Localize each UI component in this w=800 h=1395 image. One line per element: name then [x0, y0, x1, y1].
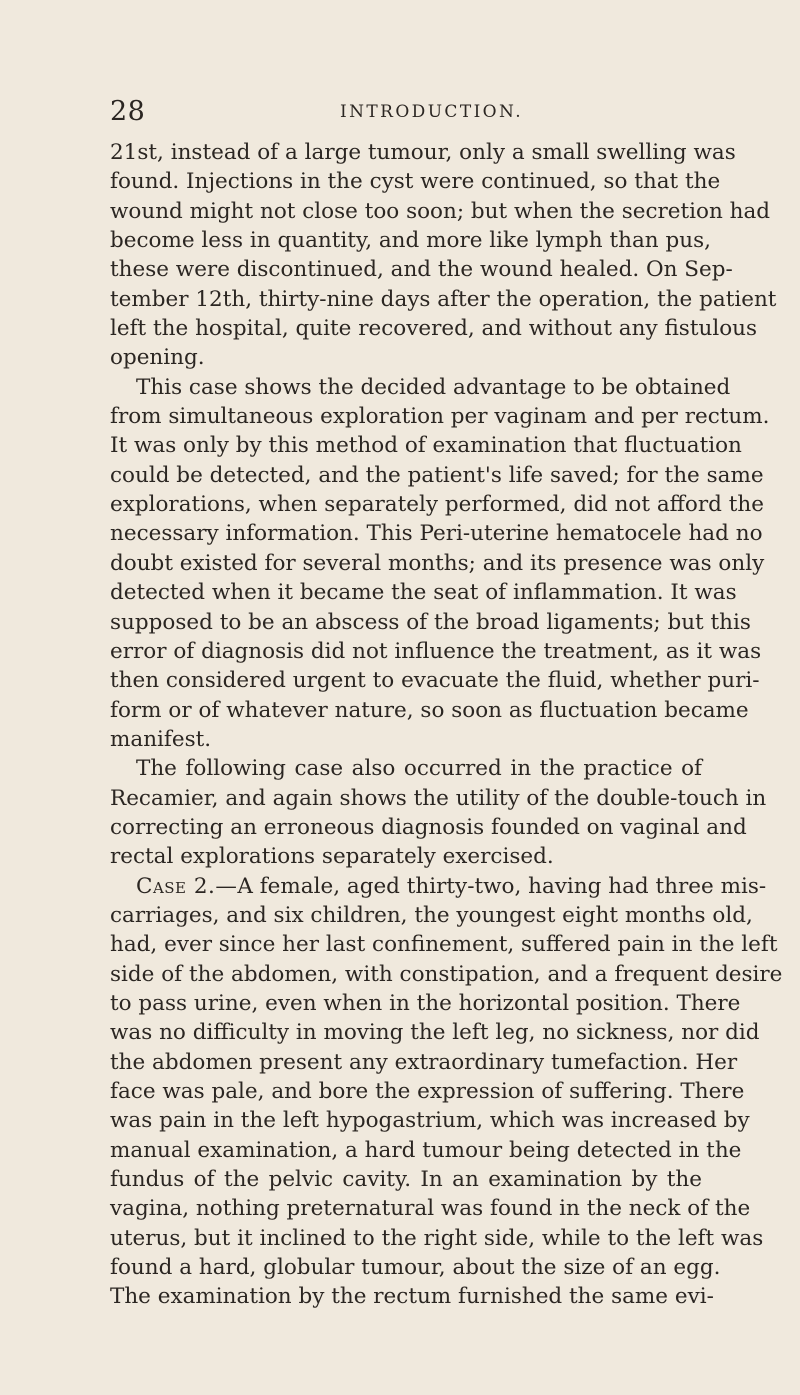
- text-line: these were discontinued, and the wound healed. On Sep-: [110, 257, 733, 283]
- paragraph-start: This case shows the decided advantage to be obtained: [136, 374, 731, 400]
- text-line: wound might not close too soon; but when the secretion had: [110, 198, 771, 224]
- text-line: A female, aged thirty-two, having had three mis-: [237, 873, 767, 899]
- text-line: opening.: [110, 345, 205, 371]
- text-line: the abdomen present any extraordinary tumefaction. Her: [110, 1049, 738, 1075]
- text-line: vagina, nothing preternatural was found in the neck of the: [110, 1196, 751, 1222]
- text-line: manual examination, a hard tumour being detected in the: [110, 1137, 742, 1163]
- text-line: could be detected, and the patient's life saved; for the same: [110, 462, 764, 488]
- text-line: fundus of the pelvic cavity. In an examination by the: [110, 1167, 702, 1193]
- text-line: carriages, and six children, the youngest eight months old,: [110, 902, 753, 928]
- running-title: INTRODUCTION.: [340, 102, 524, 122]
- text-line: was pain in the left hypogastrium, which was increased by: [110, 1108, 750, 1134]
- text-line: supposed to be an abscess of the broad ligaments; but this: [110, 609, 751, 635]
- text-line: found a hard, globular tumour, about the size of an egg.: [110, 1255, 721, 1281]
- text-line: rectal explorations separately exercised.: [110, 844, 554, 870]
- text-line: necessary information. This Peri-uterine hematocele had no: [110, 521, 763, 547]
- body-text: [110, 138, 783, 1312]
- text-line: left the hospital, quite recovered, and without any fistulous: [110, 316, 758, 342]
- text-line: 21st, instead of a large tumour, only a small swelling was: [110, 140, 736, 165]
- page-number: 28: [110, 96, 146, 127]
- text-line: The examination by the rectum furnished the same evi-: [110, 1284, 714, 1310]
- text-line: found. Injections in the cyst were continued, so that the: [110, 169, 721, 195]
- text-line: then considered urgent to evacuate the fluid, whether puri-: [110, 668, 760, 694]
- text-line: face was pale, and bore the expression of suffering. There: [110, 1079, 745, 1104]
- text-line: doubt existed for several months; and its presence was only: [110, 550, 765, 576]
- text-line: uterus, but it inclined to the right side, while to the left was: [110, 1225, 764, 1251]
- text-line: was no difficulty in moving the left leg, no sickness, nor did: [110, 1020, 760, 1046]
- text-line: side of the abdomen, with constipation, and a frequent desire: [110, 961, 783, 987]
- text-line: explorations, when separately performed, did not afford the: [110, 492, 764, 518]
- paragraph-start: The following case also occurred in the practice of: [136, 756, 702, 782]
- text-line: from simultaneous exploration per vaginam and per rectum.: [110, 404, 770, 430]
- text-line: Recamier, and again shows the utility of the double-touch in: [110, 785, 767, 811]
- text-line: error of diagnosis did not influence the treatment, as it was: [110, 638, 762, 664]
- text-line: become less in quantity, and more like lymph than pus,: [110, 228, 711, 254]
- case-label: Case 2.—: [136, 873, 238, 899]
- page-header: [110, 94, 690, 130]
- text-line: detected when it became the seat of inflammation. It was: [110, 580, 737, 606]
- text-line: had, ever since her last confinement, suffered pain in the left: [110, 932, 778, 958]
- paragraph-start: [110, 872, 767, 901]
- text-line: tember 12th, thirty-nine days after the operation, the patient: [110, 286, 777, 312]
- text-line: It was only by this method of examination that fluctuation: [110, 433, 742, 459]
- text-line: form or of whatever nature, so soon as fluctuation became: [110, 697, 749, 723]
- text-line: manifest.: [110, 726, 212, 752]
- text-line: correcting an erroneous diagnosis founded on vaginal and: [110, 814, 747, 840]
- text-line: to pass urine, even when in the horizontal position. There: [110, 990, 741, 1016]
